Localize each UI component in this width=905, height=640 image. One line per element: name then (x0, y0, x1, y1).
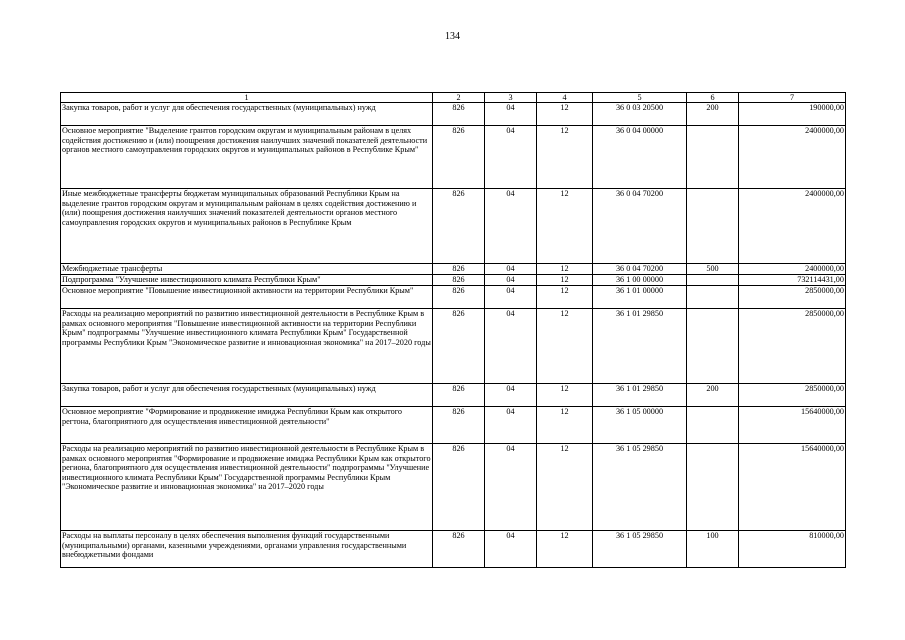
row-target-article: 36 0 04 00000 (593, 126, 687, 189)
row-code-section: 04 (485, 189, 537, 264)
row-code-subsection: 12 (537, 384, 593, 407)
row-amount: 2850000,00 (739, 286, 846, 309)
row-target-article: 36 0 04 70200 (593, 189, 687, 264)
row-expense-type (687, 275, 739, 286)
row-code-section: 04 (485, 126, 537, 189)
row-target-article: 36 0 03 20500 (593, 103, 687, 126)
row-code-ministry: 826 (433, 531, 485, 568)
table-row (61, 286, 846, 309)
row-code-ministry: 826 (433, 444, 485, 531)
row-code-ministry: 826 (433, 103, 485, 126)
row-amount: 2850000,00 (739, 384, 846, 407)
row-name: Закупка товаров, работ и услуг для обеспечения государственных (муниципальных) нужд (61, 103, 433, 126)
row-expense-type (687, 126, 739, 189)
budget-table (60, 92, 846, 568)
row-name: Расходы на выплаты персоналу в целях обеспечения выполнения функций государственными (муниципальными) органами, казенными учреждениями, органами управления государственными внебюджетными фондами (61, 531, 433, 568)
row-expense-type (687, 309, 739, 384)
row-expense-type: 100 (687, 531, 739, 568)
row-target-article: 36 1 00 00000 (593, 275, 687, 286)
row-target-article: 36 1 01 29850 (593, 384, 687, 407)
table-row (61, 309, 846, 384)
row-code-ministry: 826 (433, 407, 485, 444)
row-expense-type (687, 407, 739, 444)
row-code-section: 04 (485, 264, 537, 275)
table-row (61, 189, 846, 264)
row-code-section: 04 (485, 384, 537, 407)
table-row (61, 264, 846, 275)
row-code-subsection: 12 (537, 126, 593, 189)
row-code-section: 04 (485, 309, 537, 384)
header-col-3: 3 (485, 93, 537, 103)
row-code-subsection: 12 (537, 309, 593, 384)
header-col-6: 6 (687, 93, 739, 103)
table-row (61, 531, 846, 568)
row-amount: 810000,00 (739, 531, 846, 568)
row-code-subsection: 12 (537, 103, 593, 126)
row-amount: 2400000,00 (739, 126, 846, 189)
row-expense-type (687, 286, 739, 309)
row-target-article: 36 1 05 29850 (593, 444, 687, 531)
row-code-ministry: 826 (433, 286, 485, 309)
row-name: Основное мероприятие "Выделение грантов городским округам и муниципальным районам в целях содействия достижению и (или) поощрения достижения наилучших значений показателей деятельности органов местного самоуправления городских округов и муниципальных районов в Республике Крым" (61, 126, 433, 189)
row-code-section: 04 (485, 444, 537, 531)
table-row (61, 444, 846, 531)
header-col-4: 4 (537, 93, 593, 103)
row-expense-type: 500 (687, 264, 739, 275)
row-target-article: 36 1 05 29850 (593, 531, 687, 568)
table-row (61, 103, 846, 126)
row-code-section: 04 (485, 531, 537, 568)
row-code-subsection: 12 (537, 286, 593, 309)
row-code-section: 04 (485, 407, 537, 444)
row-target-article: 36 1 01 29850 (593, 309, 687, 384)
row-name: Закупка товаров, работ и услуг для обеспечения государственных (муниципальных) нужд (61, 384, 433, 407)
row-target-article: 36 1 05 00000 (593, 407, 687, 444)
table-row (61, 126, 846, 189)
header-col-5: 5 (593, 93, 687, 103)
table-row (61, 275, 846, 286)
row-amount: 15640000,00 (739, 444, 846, 531)
row-code-subsection: 12 (537, 444, 593, 531)
header-col-1: 1 (61, 93, 433, 103)
row-name: Иные межбюджетные трансферты бюджетам муниципальных образований Республики Крым на выделение грантов городским округам и муниципальным районам в целях содействия достижению и (или) поощрения достижения наилучших значений показателей деятельности органов местного самоуправления городских округов и муниципальных районов в Республике Крым (61, 189, 433, 264)
row-name: Подпрограмма "Улучшение инвестиционного климата Республики Крым" (61, 275, 433, 286)
row-name: Межбюджетные трансферты (61, 264, 433, 275)
row-code-ministry: 826 (433, 126, 485, 189)
header-col-2: 2 (433, 93, 485, 103)
row-code-subsection: 12 (537, 407, 593, 444)
row-name: Расходы на реализацию мероприятий по развитию инвестиционной деятельности в Республике Крым в рамках основного мероприятия "Повышение инвестиционной активности на территории Республики Крым" подпрограммы "Улучшение инвестиционного климата Республики Крым" Государственной программы Республики Крым "Экономическое развитие и инновационная экономика" на 2017–2020 годы (61, 309, 433, 384)
header-col-7: 7 (739, 93, 846, 103)
row-amount: 2850000,00 (739, 309, 846, 384)
row-amount: 15640000,00 (739, 407, 846, 444)
row-name: Основное мероприятие "Формирование и продвижение имиджа Республики Крым как открытого регтона, благоприятного для осуществления инвестиционной деятельности" (61, 407, 433, 444)
row-amount: 732114431,00 (739, 275, 846, 286)
row-code-subsection: 12 (537, 264, 593, 275)
table-row (61, 407, 846, 444)
row-code-ministry: 826 (433, 189, 485, 264)
row-code-ministry: 826 (433, 309, 485, 384)
row-code-section: 04 (485, 103, 537, 126)
row-name: Основное мероприятие "Повышение инвестиционной активности на территории Республики Крым" (61, 286, 433, 309)
table-row (61, 384, 846, 407)
row-amount: 2400000,00 (739, 189, 846, 264)
row-code-ministry: 826 (433, 264, 485, 275)
row-code-subsection: 12 (537, 275, 593, 286)
row-amount: 2400000,00 (739, 264, 846, 275)
row-expense-type (687, 189, 739, 264)
row-amount: 190000,00 (739, 103, 846, 126)
row-expense-type: 200 (687, 103, 739, 126)
page-number: 134 (445, 31, 460, 42)
row-name: Расходы на реализацию мероприятий по развитию инвестиционной деятельности в Республике Крым в рамках основного мероприятия "Формирование и продвижение имиджа Республики Крым как открытого региона, благоприятного для осуществления инвестиционной деятельности" подпрограммы "Улучшение инвестиционного климата Республики Крым" Государственной программы Республики Крым "Экономическое развитие и инновационная экономика" на 2017–2020 годы (61, 444, 433, 531)
row-code-subsection: 12 (537, 531, 593, 568)
row-expense-type: 200 (687, 384, 739, 407)
row-code-subsection: 12 (537, 189, 593, 264)
header-row (61, 93, 846, 103)
row-target-article: 36 0 04 70200 (593, 264, 687, 275)
row-code-ministry: 826 (433, 384, 485, 407)
row-code-section: 04 (485, 286, 537, 309)
row-expense-type (687, 444, 739, 531)
row-target-article: 36 1 01 00000 (593, 286, 687, 309)
row-code-ministry: 826 (433, 275, 485, 286)
row-code-section: 04 (485, 275, 537, 286)
